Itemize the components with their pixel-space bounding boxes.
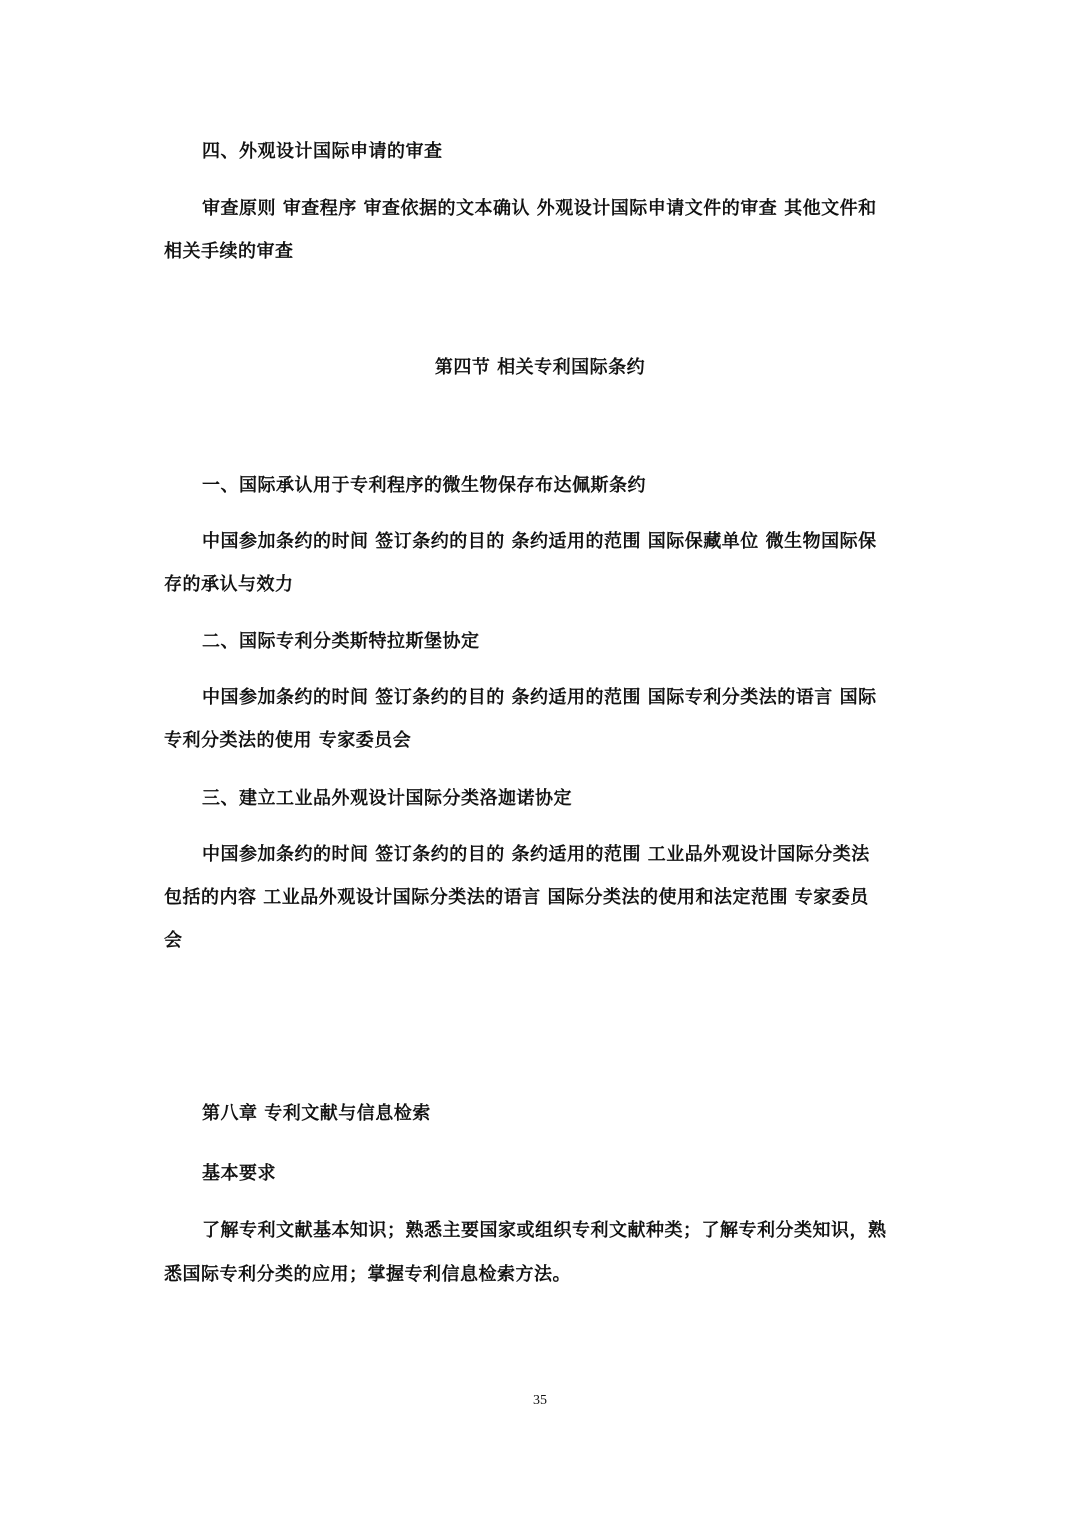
section-title: 第四节 相关专利国际条约 (434, 357, 646, 378)
chapter8-title: 第八章 专利文献与信息检索 (202, 1103, 431, 1124)
chapter8-subheading: 基本要求 (202, 1163, 276, 1184)
section4-heading: 四、外观设计国际申请的审查 (202, 141, 443, 162)
treaty2-heading: 二、国际专利分类斯特拉斯堡协定 (202, 631, 480, 652)
treaty2-paragraph-line-1: 中国参加条约的时间 签订条约的目的 条约适用的范围 国际专利分类法的语言 国际 (202, 687, 877, 708)
treaty1-paragraph-line-2: 存的承认与效力 (164, 574, 294, 595)
section4-paragraph-line-1: 审查原则 审查程序 审查依据的文本确认 外观设计国际申请文件的审查 其他文件和 (202, 198, 877, 219)
treaty3-heading: 三、建立工业品外观设计国际分类洛迦诺协定 (202, 788, 572, 809)
treaty3-paragraph-line-2: 包括的内容 工业品外观设计国际分类法的语言 国际分类法的使用和法定范围 专家委员 (164, 887, 869, 908)
treaty2-paragraph-line-2: 专利分类法的使用 专家委员会 (164, 730, 412, 751)
treaty1-paragraph-line-1: 中国参加条约的时间 签订条约的目的 条约适用的范围 国际保藏单位 微生物国际保 (202, 531, 877, 552)
treaty1-heading: 一、国际承认用于专利程序的微生物保存布达佩斯条约 (202, 475, 646, 496)
treaty3-paragraph-line-3: 会 (164, 930, 183, 951)
page-number: 35 (533, 1393, 547, 1408)
treaty3-paragraph-line-1: 中国参加条约的时间 签订条约的目的 条约适用的范围 工业品外观设计国际分类法 (202, 844, 870, 865)
chapter8-paragraph-line-1: 了解专利文献基本知识；熟悉主要国家或组织专利文献种类；了解专利分类知识，熟 (202, 1220, 887, 1241)
chapter8-paragraph-line-2: 悉国际专利分类的应用；掌握专利信息检索方法。 (164, 1264, 571, 1285)
section4-paragraph-line-2: 相关手续的审查 (164, 241, 294, 262)
